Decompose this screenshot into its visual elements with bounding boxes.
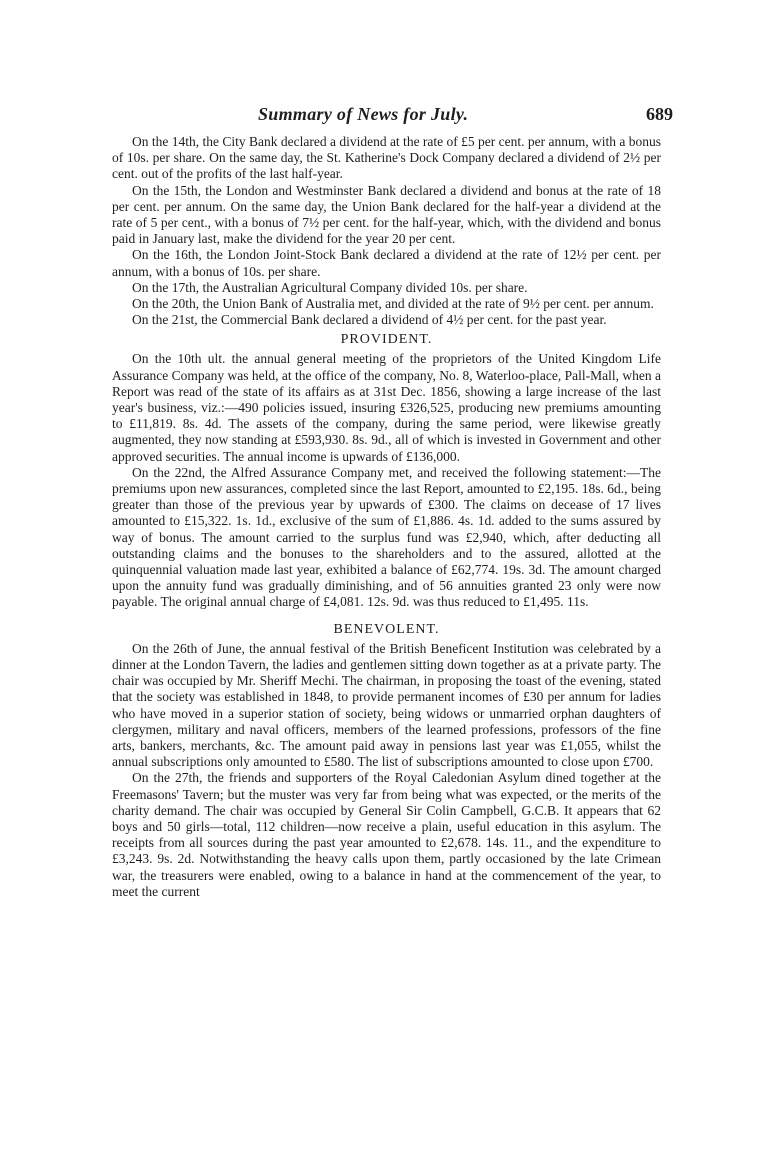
- paragraph: On the 27th, the friends and supporters of the Royal Caledonian Asylum dined together at the Freemasons' Tavern; but the muster was very far from being what was expected, or the merits of the charity demand. The chair was occupied by General Sir Colin Campbell, G.C.B. It appears that 62 boys and 50 girls—total, 112 children—now receive a plain, useful education in this asylum. The receipts from all sources during the past year amounted to £2,678. 14s. 11., and the expenditure to £3,243. 9s. 2d. Notwithstanding the heavy calls upon them, partly occasioned by the late Crimean war, the treasurers were enabled, owing to a balance in hand at the commencement of the year, to meet the current: [112, 770, 661, 899]
- paragraph: On the 21st, the Commercial Bank declared a dividend of 4½ per cent. for the past year.: [132, 312, 607, 328]
- banking-section: [112, 134, 661, 328]
- page-number: 689: [646, 104, 673, 124]
- paragraph: On the 22nd, the Alfred Assurance Company met, and received the following statement:—The premiums upon new assurances, completed since the last Report, amounted to £2,195. 18s. 6d., being greater than those of the previous year by upwards of £300. The claims on decease of 17 lives amounted to £15,322. 1s. 1d., exclusive of the sum of £1,886. 4s. 1d. added to the sums assured by way of bonus. The amount carried to the surplus fund was £2,940, which, after deducting all outstanding claims and the bonuses to the shareholders and to the assured, allotted at the quinquennial valuation made last year, exhibited a balance of £62,774. 19s. 3d. The amount charged upon the annuity fund was gradually diminishing, and of 56 annuities granted 23 only were now payable. The original annual charge of £4,081. 12s. 9d. was thus reduced to £1,495. 11s.: [112, 464, 661, 610]
- section-heading-provident: PROVIDENT.: [340, 332, 433, 348]
- paragraph: On the 14th, the City Bank declared a dividend at the rate of £5 per cent. per annum, with a bonus of 10s. per share. On the same day, the St. Katherine's Dock Company declared a dividend of 2½ per cent. out of the profits of the last half-year.: [112, 134, 661, 182]
- paragraph: On the 20th, the Union Bank of Australia met, and divided at the rate of 9½ per cent. per annum.: [132, 296, 654, 312]
- benevolent-section: [112, 621, 661, 900]
- running-title: Summary of News for July.: [258, 104, 469, 124]
- paragraph: On the 26th of June, the annual festival of the British Beneficent Institution was celebrated by a dinner at the London Tavern, the ladies and gentlemen sitting down together as at a private party. The chair was occupied by Mr. Sheriff Mechi. The chairman, in proposing the toast of the evening, stated that the society was established in 1848, to provide permanent incomes of £30 per annum for ladies who have moved in a superior station of society, being widows or unmarried orphan daughters of clergymen, military and naval officers, members of the learned professions, professors of the fine arts, bankers, merchants, &c. The amount paid away in pensions last year was £1,055, whilst the annual subscriptions only amounted to £580. The list of subscriptions amounted to close upon £700.: [112, 640, 661, 770]
- provident-section: [112, 331, 661, 610]
- paragraph: On the 10th ult. the annual general meeting of the proprietors of the United Kingdom Life Assurance Company was held, at the office of the company, No. 8, Waterloo-place, Pall-Mall, when a Report was read of the state of its affairs as at 31st Dec. 1856, showing a large increase of the last year's business, viz.:—490 policies issued, insuring £326,525, producing new premiums amounting to £11,819. 8s. 4d. The assets of the company, during the same period, were likewise greatly augmented, they now standing at £593,930. 8s. 9d., all of which is invested in Government and other approved securities. The annual income is upwards of £136,000.: [112, 351, 661, 464]
- page-header: [112, 104, 673, 130]
- paragraph: On the 17th, the Australian Agricultural Company divided 10s. per share.: [132, 279, 528, 295]
- section-heading-benevolent: BENEVOLENT.: [333, 621, 440, 637]
- paragraph: On the 16th, the London Joint-Stock Bank declared a dividend at the rate of 12½ per cent. per annum, with a bonus of 10s. per share.: [112, 247, 661, 279]
- paragraph: On the 15th, the London and Westminster Bank declared a dividend and bonus at the rate of 18 per cent. per annum. On the same day, the Union Bank declared for the half-year a dividend at the rate of 5 per cent., with a bonus of 7½ per cent. for the half-year, which, with the dividend and bonus paid in January last, make the dividend for the year 20 per cent.: [112, 182, 661, 247]
